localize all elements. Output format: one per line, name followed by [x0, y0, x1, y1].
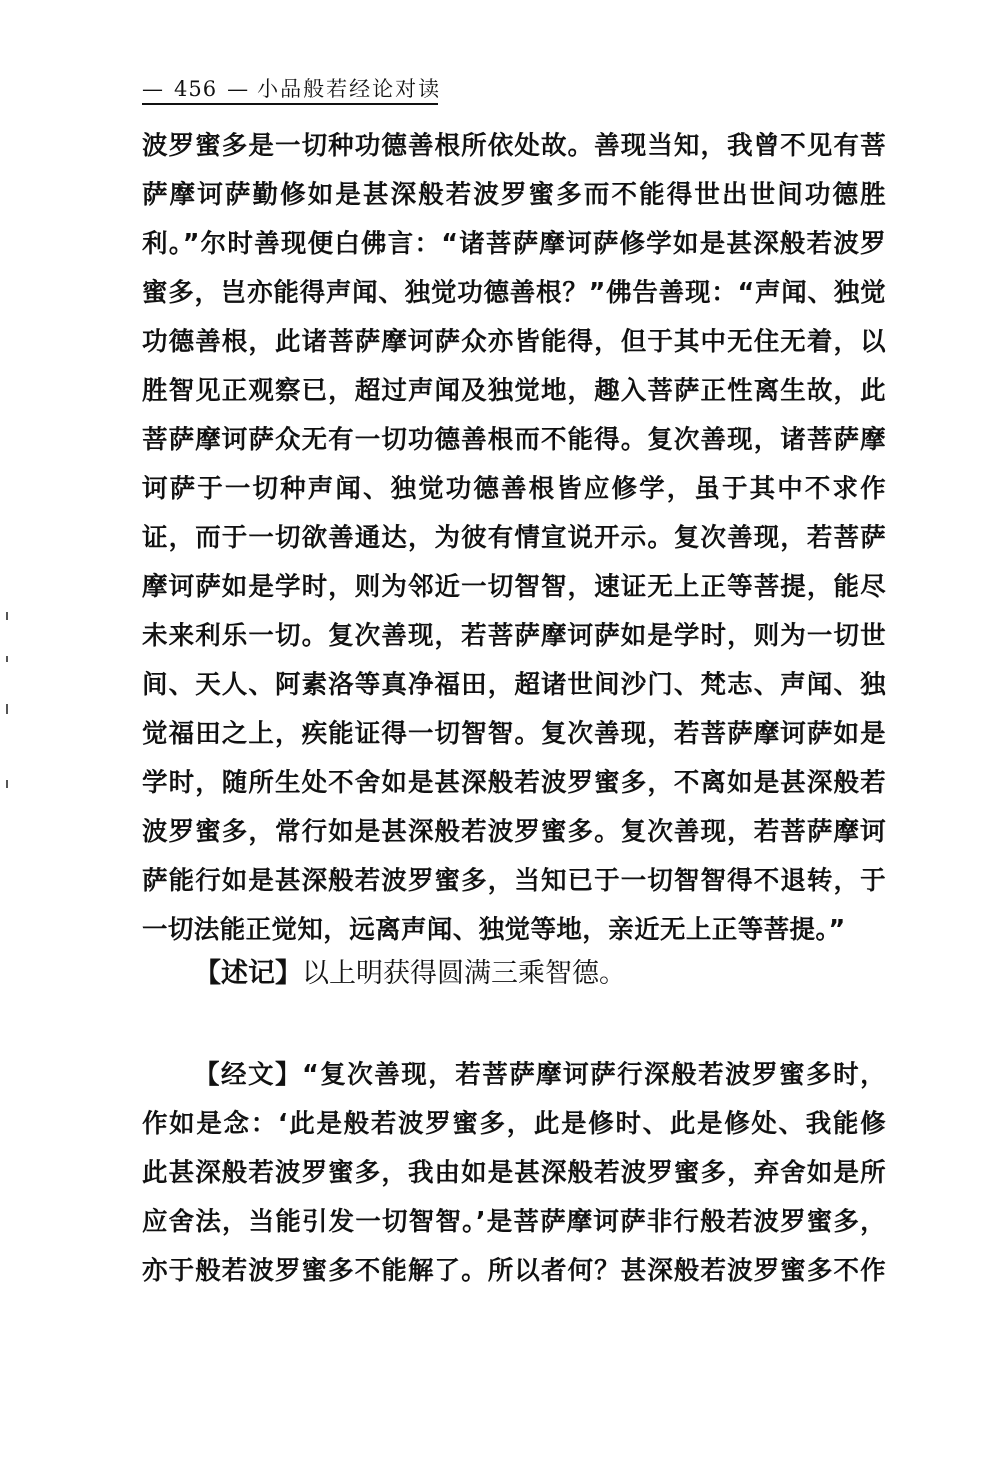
text-line: 萨摩诃萨勤修如是甚深般若波罗蜜多而不能得世出世间功德胜: [142, 180, 886, 210]
text-line: 此甚深般若波罗蜜多，我由如是甚深般若波罗蜜多，弃舍如是所: [142, 1158, 886, 1188]
sutra-label: 【经文】: [194, 1060, 302, 1090]
paragraph-sutra-continuation: [142, 122, 886, 955]
header-rule: [142, 103, 438, 105]
text-line: 胜智见正观察已，超过声闻及独觉地，趣入菩萨正性离生故，此: [142, 376, 886, 406]
text-line: 证，而于一切欲善通达，为彼有情宣说开示。复次善现，若菩萨: [142, 523, 886, 553]
text-line: 摩诃萨如是学时，则为邻近一切智智，速证无上正等菩提，能尽: [142, 572, 886, 602]
paragraph-sutra-text: [142, 1051, 886, 1296]
running-header: [142, 74, 442, 104]
text-line: 波罗蜜多是一切种功德善根所依处故。善现当知，我曾不见有菩: [142, 131, 886, 161]
scan-speck: [6, 612, 8, 620]
text-line: 应舍法，当能引发一切智智。’是菩萨摩诃萨非行般若波罗蜜多，: [142, 1207, 886, 1237]
text-line: 觉福田之上，疾能证得一切智智。复次善现，若菩萨摩诃萨如是: [142, 719, 886, 749]
scan-speck: [6, 656, 8, 662]
text-line: 诃萨于一切种声闻、独觉功德善根皆应修学，虽于其中不求作: [142, 474, 886, 504]
text-line: 间、天人、阿素洛等真净福田，超诸世间沙门、梵志、声闻、独: [142, 670, 886, 700]
header-dash-left: —: [142, 77, 164, 101]
text-line: 亦于般若波罗蜜多不能解了。所以者何？甚深般若波罗蜜多不作: [142, 1256, 886, 1286]
text-line: 利。”尔时善现便白佛言：“诸菩萨摩诃萨修学如是甚深般若波罗: [142, 229, 886, 259]
commentary-note: [194, 950, 626, 998]
commentary-label: 【述记】: [194, 958, 302, 989]
page-number: 456: [174, 77, 218, 101]
header-dash-right: —: [227, 77, 250, 101]
text-line: [142, 1051, 886, 1100]
scan-speck: [6, 704, 8, 714]
commentary-text: 以上明获得圆满三乘智德。: [302, 958, 626, 989]
sutra-first-line: “复次善现，若菩萨摩诃萨行深般若波罗蜜多时，: [301, 1060, 886, 1090]
book-title: 小品般若经论对读: [257, 77, 442, 101]
text-line: 蜜多，岂亦能得声闻、独觉功德善根？”佛告善现：“声闻、独觉: [142, 278, 886, 308]
text-line: 一切法能正觉知，远离声闻、独觉等地，亲近无上正等菩提。”: [142, 915, 846, 945]
scan-speck: [6, 780, 8, 788]
text-line: 未来利乐一切。复次善现，若菩萨摩诃萨如是学时，则为一切世: [142, 621, 886, 651]
text-line: 学时，随所生处不舍如是甚深般若波罗蜜多，不离如是甚深般若: [142, 768, 886, 798]
text-line: 菩萨摩诃萨众无有一切功德善根而不能得。复次善现，诸菩萨摩: [142, 425, 886, 455]
text-line: 萨能行如是甚深般若波罗蜜多，当知已于一切智智得不退转，于: [142, 866, 886, 896]
text-line: 功德善根，此诸菩萨摩诃萨众亦皆能得，但于其中无住无着，以: [142, 327, 886, 357]
text-line: 作如是念：‘此是般若波罗蜜多，此是修时、此是修处、我能修: [142, 1109, 886, 1139]
text-line: 波罗蜜多，常行如是甚深般若波罗蜜多。复次善现，若菩萨摩诃: [142, 817, 886, 847]
